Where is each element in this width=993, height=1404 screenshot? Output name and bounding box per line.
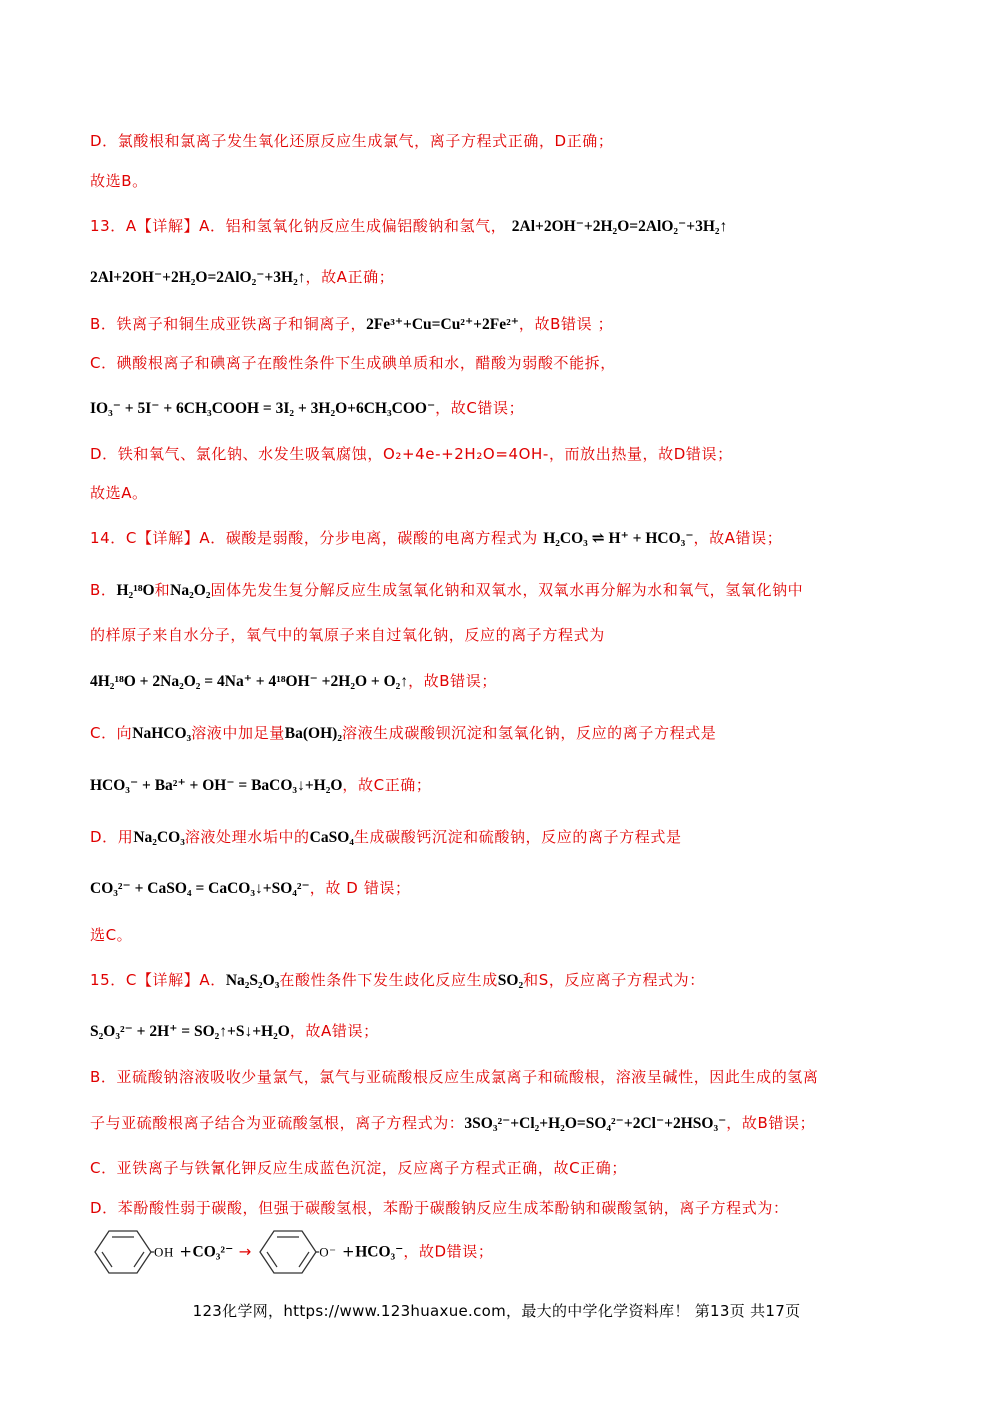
text-line <box>90 130 614 151</box>
text: 溶液中加足量 <box>191 724 285 742</box>
text: 13．A【详解】A．铝和氢氧化钠反应生成偏铝酸钠和氢气， <box>90 217 507 235</box>
text: C．向 <box>90 724 133 742</box>
q13-a-line <box>90 215 727 236</box>
q14-d2-line <box>90 877 411 898</box>
q14-d-line <box>90 826 682 847</box>
q15-b-line <box>90 1066 819 1087</box>
q13-c2-line <box>90 397 524 418</box>
text: ，故D错误； <box>403 1242 494 1261</box>
text: 的样原子来自水分子，氧气中的氧原子来自过氧化钠，反应的离子方程式为 <box>90 626 605 644</box>
equation: HCO₃⁻ + Ba²⁺ + OH⁻ = BaCO₃↓+H₂O <box>90 777 343 794</box>
formula: NaHCO₃ <box>132 725 192 742</box>
text: C．碘酸根离子和碘离子在酸性条件下生成碘单质和水，醋酸为弱酸不能拆， <box>90 354 616 372</box>
text: 和S，反应离子方程式为： <box>523 971 705 989</box>
footer-text: 123化学网，https://www.123huaxue.com，最大的中学化学资料库！ 第13页 共17页 <box>192 1302 801 1320</box>
text: 子与亚硫酸根离子结合为亚硫酸氢根，离子方程式为： <box>90 1114 465 1132</box>
q14-c-line <box>90 722 716 743</box>
formula: H₂¹⁸O <box>116 582 155 599</box>
formula: CaSO₄ <box>309 829 354 846</box>
q14-end-line <box>90 924 132 945</box>
text: 故选B。 <box>90 172 148 190</box>
text: ，故B错误 ； <box>518 315 614 333</box>
benzene-ring-icon <box>257 1228 319 1276</box>
text: D．氯酸根和氯离子发生氧化还原反应生成氯气，离子方程式正确，D正确； <box>90 132 614 150</box>
q13-b-line <box>90 313 613 334</box>
text: ，故A正确； <box>305 268 395 286</box>
equation: 2Al+2OH⁻+2H₂O=2AlO₂⁻+3H₂↑ <box>511 218 728 235</box>
text: ，故 D 错误； <box>309 879 411 897</box>
text: 选C。 <box>90 926 133 944</box>
formula: CO₃²⁻ <box>192 1243 234 1261</box>
text: C．亚铁离子与铁氰化钾反应生成蓝色沉淀，反应离子方程式正确，故C正确； <box>90 1159 627 1177</box>
q15-b2-line <box>90 1112 815 1133</box>
formula: Na₂CO₃ <box>133 829 185 846</box>
equation: 2Al+2OH⁻+2H₂O=2AlO₂⁻+3H₂↑ <box>90 269 306 286</box>
text: 在酸性条件下发生歧化反应生成 <box>279 971 498 989</box>
plus-sign: + <box>179 1242 193 1261</box>
text: ，故A错误； <box>289 1022 379 1040</box>
equation: H₂CO₃ ⇌ H⁺ + HCO₃⁻ <box>543 530 694 547</box>
text: ，故B错误； <box>408 672 497 690</box>
q15-c-line <box>90 1157 627 1178</box>
text: B．铁离子和铜生成亚铁离子和铜离子， <box>90 315 367 333</box>
formula: Ba(OH)₂ <box>284 725 342 742</box>
text: ，故C错误； <box>435 399 525 417</box>
q14-b3-line <box>90 670 497 691</box>
arrow-icon: → <box>238 1242 252 1261</box>
text: 溶液处理水垢中的 <box>184 828 310 846</box>
text-line <box>90 170 148 191</box>
benzene-ring-icon <box>92 1228 154 1276</box>
formula: SO₂ <box>497 972 524 989</box>
page-footer <box>0 1300 993 1321</box>
q13-d-line <box>90 443 733 464</box>
q13-a2-line <box>90 266 394 287</box>
text: 15．C【详解】A． <box>90 971 226 989</box>
q15-d-line <box>90 1197 789 1218</box>
equation: 2Fe³⁺+Cu=Cu²⁺+2Fe²⁺ <box>366 316 519 333</box>
q14-b-line <box>90 579 803 600</box>
q14-b2-line <box>90 624 605 645</box>
text: 14．C【详解】A．碳酸是弱酸，分步电离，碳酸的电离方程式为 <box>90 529 538 547</box>
hydroxyl-label: OH <box>154 1244 174 1260</box>
text: D．苯酚酸性弱于碳酸，但强于碳酸氢根，苯酚于碳酸钠反应生成苯酚钠和碳酸氢钠，离子方程式为： <box>90 1199 789 1217</box>
q15-a-line <box>90 969 705 990</box>
text: D．用 <box>90 828 134 846</box>
text: B．亚硫酸钠溶液吸收少量氯气，氯气与亚硫酸根反应生成氯离子和硫酸根，溶液呈碱性，因此生成的氢离 <box>90 1068 819 1086</box>
q15-a2-line <box>90 1020 379 1041</box>
q15-d2-line <box>92 1228 493 1276</box>
q13-c-line <box>90 352 616 373</box>
text: 生成碳酸钙沉淀和硫酸钠，反应的离子方程式是 <box>353 828 682 846</box>
equation: S₂O₃²⁻ + 2H⁺ = SO₂↑+S↓+H₂O <box>90 1023 290 1040</box>
equation: 3SO₃²⁻+Cl₂+H₂O=SO₄²⁻+2Cl⁻+2HSO₃⁻ <box>464 1115 727 1132</box>
formula: Na₂O₂ <box>170 582 211 599</box>
text: 溶液生成碳酸钡沉淀和氢氧化钠，反应的离子方程式是 <box>341 724 717 742</box>
text: 和 <box>154 581 171 599</box>
phenoxide-label: O⁻ <box>319 1244 337 1260</box>
q13-end-line <box>90 482 148 503</box>
text: ，故B错误； <box>726 1114 816 1132</box>
text: 故选A。 <box>90 484 148 502</box>
q14-a-line <box>90 527 782 548</box>
equation: IO₃⁻ + 5I⁻ + 6CH₃COOH = 3I₂ + 3H₂O+6CH₃COO⁻ <box>90 400 436 417</box>
q14-c2-line <box>90 774 432 795</box>
text: ，故C正确； <box>342 776 432 794</box>
text: ，故A错误； <box>693 529 783 547</box>
text: B． <box>90 581 117 599</box>
plus-sign: + <box>342 1242 356 1261</box>
formula: Na₂S₂O₃ <box>225 972 280 989</box>
formula: HCO₃⁻ <box>355 1243 404 1261</box>
equation: CO₃²⁻ + CaSO₄ = CaCO₃↓+SO₄²⁻ <box>90 880 310 897</box>
text: D．铁和氧气、氯化钠、水发生吸氧腐蚀，O₂+4e-+2H₂O=4OH-，而放出热量，故D错误； <box>90 445 733 463</box>
equation: 4H₂¹⁸O + 2Na₂O₂ = 4Na⁺ + 4¹⁸OH⁻ +2H₂O + O₂↑ <box>90 673 409 690</box>
text: 固体先发生复分解反应生成氢氧化钠和双氧水，双氧水再分解为水和氧气，氢氧化钠中 <box>210 581 804 599</box>
